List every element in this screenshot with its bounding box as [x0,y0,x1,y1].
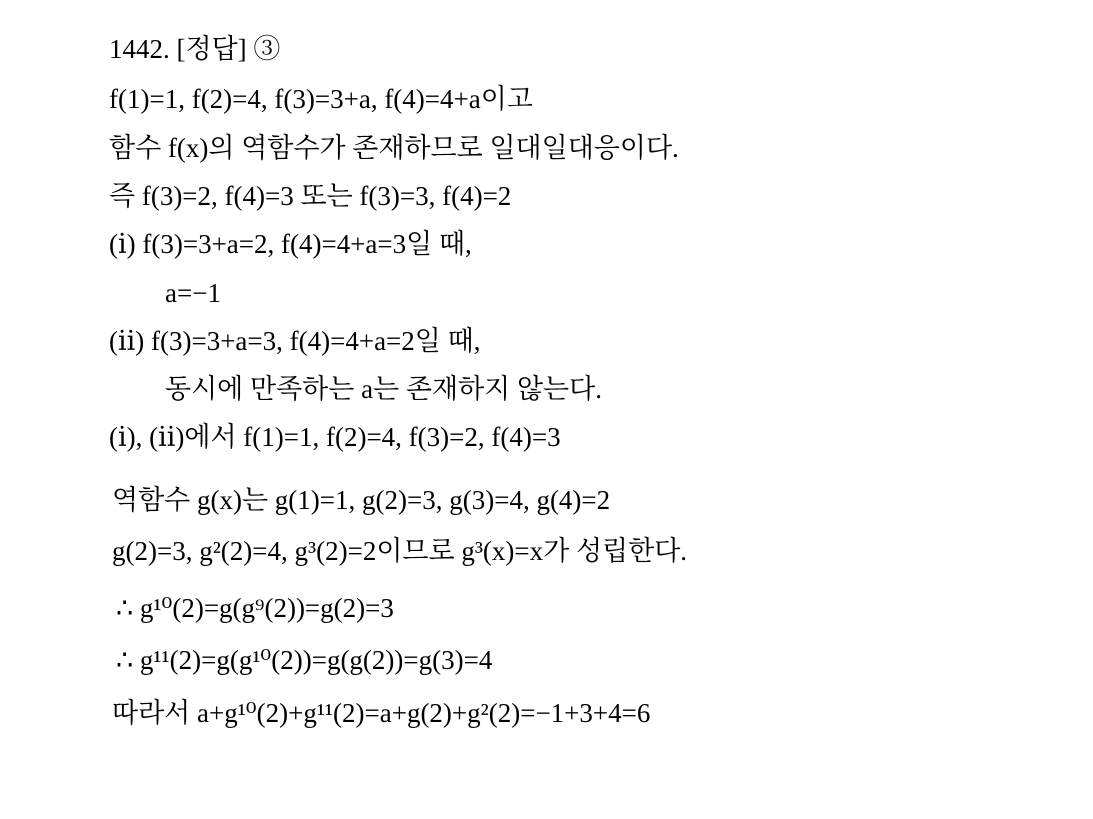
case-2-line: (ⅱ) f(3)=3+a=3, f(4)=4+a=2일 때, [109,326,481,356]
case-1-result: a=−1 [165,278,221,308]
problem-header: 1442. [정답] ③ [109,34,281,64]
g10-line: ∴ g¹⁰(2)=g(g⁹(2))=g(2)=3 [116,593,394,623]
cases-line: 즉 f(3)=2, f(4)=3 또는 f(3)=3, f(4)=2 [109,181,512,211]
inverse-exists-line: 함수 f(x)의 역함수가 존재하므로 일대일대응이다. [109,133,679,163]
final-answer-line: 따라서 a+g¹⁰(2)+g¹¹(2)=a+g(2)+g²(2)=−1+3+4=6 [112,698,651,728]
case-1-line: (ⅰ) f(3)=3+a=2, f(4)=4+a=3일 때, [109,229,472,259]
function-values-line: f(1)=1, f(2)=4, f(3)=3+a, f(4)=4+a이고 [109,84,533,114]
g11-line: ∴ g¹¹(2)=g(g¹⁰(2))=g(g(2))=g(3)=4 [116,645,493,675]
case-2-result: 동시에 만족하는 a는 존재하지 않는다. [165,374,602,404]
combined-values-line: (ⅰ), (ⅱ)에서 f(1)=1, f(2)=4, f(3)=2, f(4)=3 [109,422,561,452]
composition-line: g(2)=3, g²(2)=4, g³(2)=2이므로 g³(x)=x가 성립한다. [112,536,688,566]
inverse-values-line: 역함수 g(x)는 g(1)=1, g(2)=3, g(3)=4, g(4)=2 [112,485,611,515]
